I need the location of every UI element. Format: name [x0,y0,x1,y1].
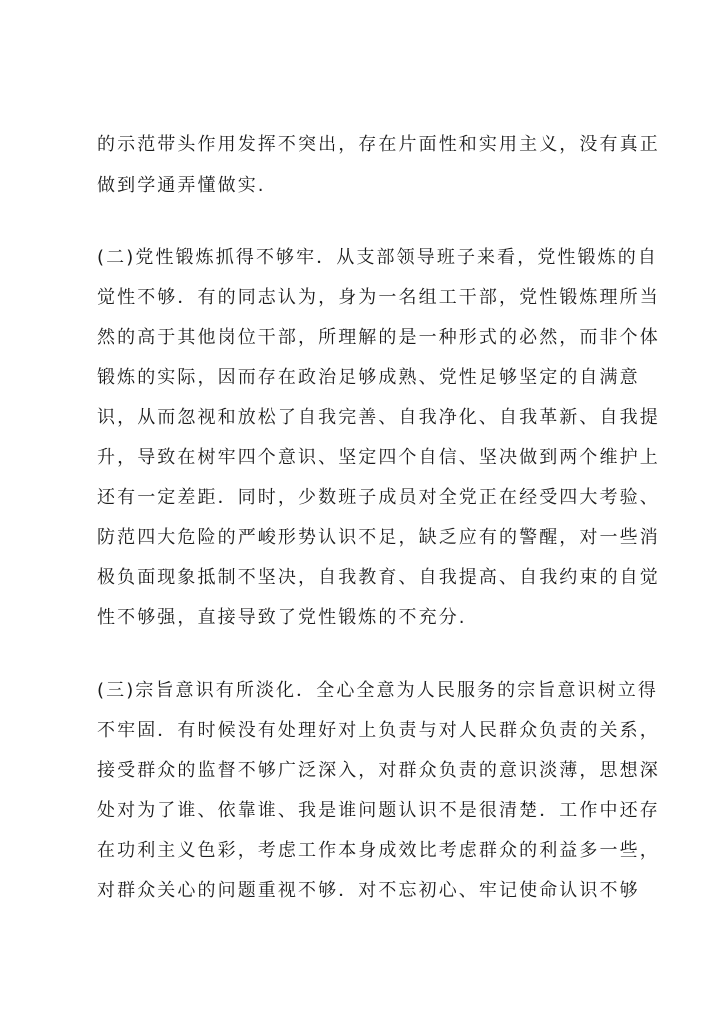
text-line: 在功利主义色彩，考虑工作本身成效比考虑群众的利益多一些， [97,840,660,861]
text-line: 接受群众的监督不够广泛深入，对群众负责的意识淡薄，思想深 [97,760,660,781]
text-line: 处对为了谁、依靠谁、我是谁问题认识不是很清楚．工作中还存 [97,800,660,821]
text-line: 识，从而忽视和放松了自我完善、自我净化、自我革新、自我提 [97,407,660,428]
section-heading-line: (三)宗旨意识有所淡化．全心全意为人民服务的宗旨意识树立得 [97,680,658,701]
text-line: 升，导致在树牢四个意识、坚定四个自信、坚决做到两个维护上 [97,447,660,468]
text-line: 的示范带头作用发挥不突出，存在片面性和实用主义，没有真正 [97,134,660,155]
section-heading-line: (二)党性锻炼抓得不够牢．从支部领导班子来看，党性锻炼的自 [97,247,658,268]
text-line: 不牢固．有时候没有处理好对上负责与对人民群众负责的关系， [97,720,660,741]
text-line: 性不够强，直接导致了党性锻炼的不充分. [97,607,467,628]
text-line: 做到学通弄懂做实. [97,175,266,196]
text-line: 然的高于其他岗位干部，所理解的是一种形式的必然，而非个体 [97,327,660,348]
text-line: 锻炼的实际，因而存在政治足够成熟、党性足够坚定的自满意 [97,367,640,388]
text-line: 还有一定差距．同时，少数班子成员对全党正在经受四大考验、 [97,487,660,508]
text-line: 极负面现象抵制不坚决，自我教育、自我提高、自我约束的自觉 [97,567,660,588]
text-line: 觉性不够．有的同志认为，身为一名组工干部，党性锻炼理所当 [97,287,660,308]
text-line: 对群众关心的问题重视不够．对不忘初心、牢记使命认识不够 [97,880,640,901]
text-line: 防范四大危险的严峻形势认识不足，缺乏应有的警醒，对一些消 [97,527,660,548]
